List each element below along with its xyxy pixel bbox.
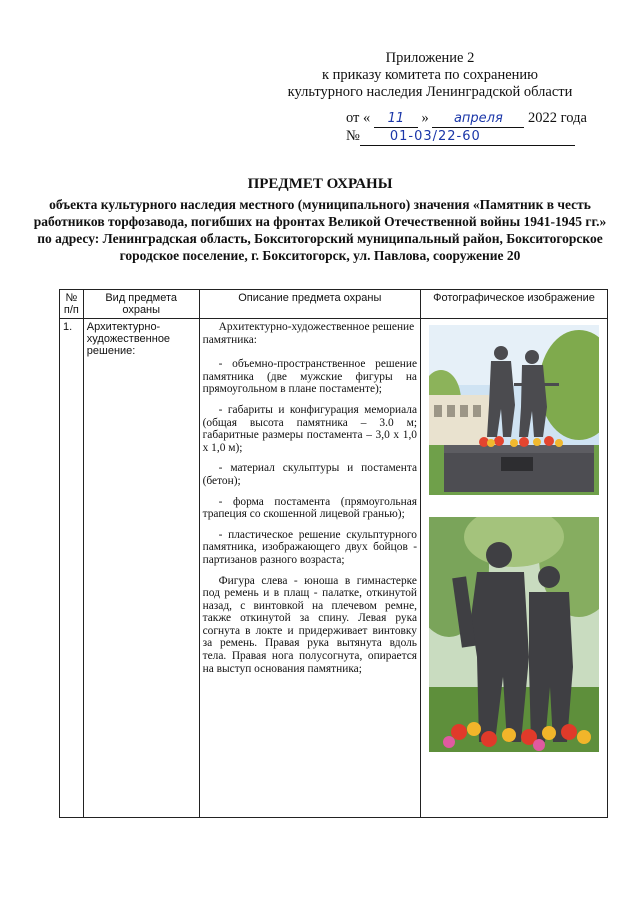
monument-photo-wide [429, 325, 599, 495]
table-header-row [60, 290, 608, 319]
appendix-line: Приложение 2 [385, 50, 475, 66]
header-photo: Фотографическое изображение [421, 290, 608, 319]
description-paragraph: - пластическое решение скульптурного памятника, изображающего двух бойцов - партизанов разного возраста; [202, 528, 417, 566]
date-year: 2022 года [528, 110, 587, 126]
date-mid: » [421, 110, 429, 126]
table-row [60, 319, 608, 818]
description-paragraph: - форма постамента (прямоугольная трапеция со скошенной лицевой гранью); [202, 495, 417, 521]
description-paragraph: Фигура слева - юноша в гимнастерке под ремень и в плащ - палатке, откинутой назад, с винтовкой на плечевом ремне, также откинутой за спину. Левая рука согнута в локте и придерживает винтовку за ремень. Правая рука вытянута вдоль тела. Правая нога полусогнута, опирается на выступ основания памятника; [202, 574, 417, 675]
date-month: апреля [453, 111, 503, 126]
page-title: ПРЕДМЕТ ОХРАНЫ [247, 176, 393, 192]
row-number: 1. [60, 319, 84, 818]
appendix-line: культурного наследия Ленинградской области [287, 84, 573, 100]
row-description [199, 319, 420, 818]
order-number [346, 128, 575, 146]
header-number: № п/п [60, 290, 84, 319]
header-kind: Вид предмета охраны [83, 290, 199, 319]
description-paragraph: - материал скульптуры и постамента (бетон); [202, 462, 417, 487]
date-day: 11 [387, 111, 405, 126]
protection-table [59, 289, 608, 818]
description-paragraph: Архитектурно-художественное решение памятника: [202, 321, 415, 346]
appendix-line: к приказу комитета по сохранению [321, 67, 538, 83]
monument-photo-closeup [429, 517, 599, 752]
number-prefix: № [346, 128, 360, 144]
header-description: Описание предмета охраны [199, 290, 420, 319]
date-prefix: от « [346, 110, 371, 126]
number-value: 01-03/22-60 [389, 129, 481, 144]
row-kind: Архитектурно-художественное решение: [83, 319, 199, 818]
order-date [346, 110, 587, 128]
row-photos [421, 319, 608, 818]
description-paragraph: - габариты и конфигурация мемориала (общая высота памятника – 3.0 м; габаритные размеры постамента – 3,0 х 1,0 х 1,0 м); [202, 403, 417, 454]
description-paragraph: - объемно-пространственное решение памятника (две мужские фигуры на прямоугольном в плане постаменте); [202, 358, 417, 396]
page-subtitle: объекта культурного наследия местного (муниципального) значения «Памятник в честь работников торфозавода, погибших на фронтах Великой Отечественной войны 1941-1945 гг.» по адресу: Ленинградская область, Бокситогорский муниципальный район, Бокситогорское городское поселение, г. Бокситогорск, ул. Павлова, сооружение 20 [33, 197, 607, 263]
appendix-block [260, 50, 600, 101]
